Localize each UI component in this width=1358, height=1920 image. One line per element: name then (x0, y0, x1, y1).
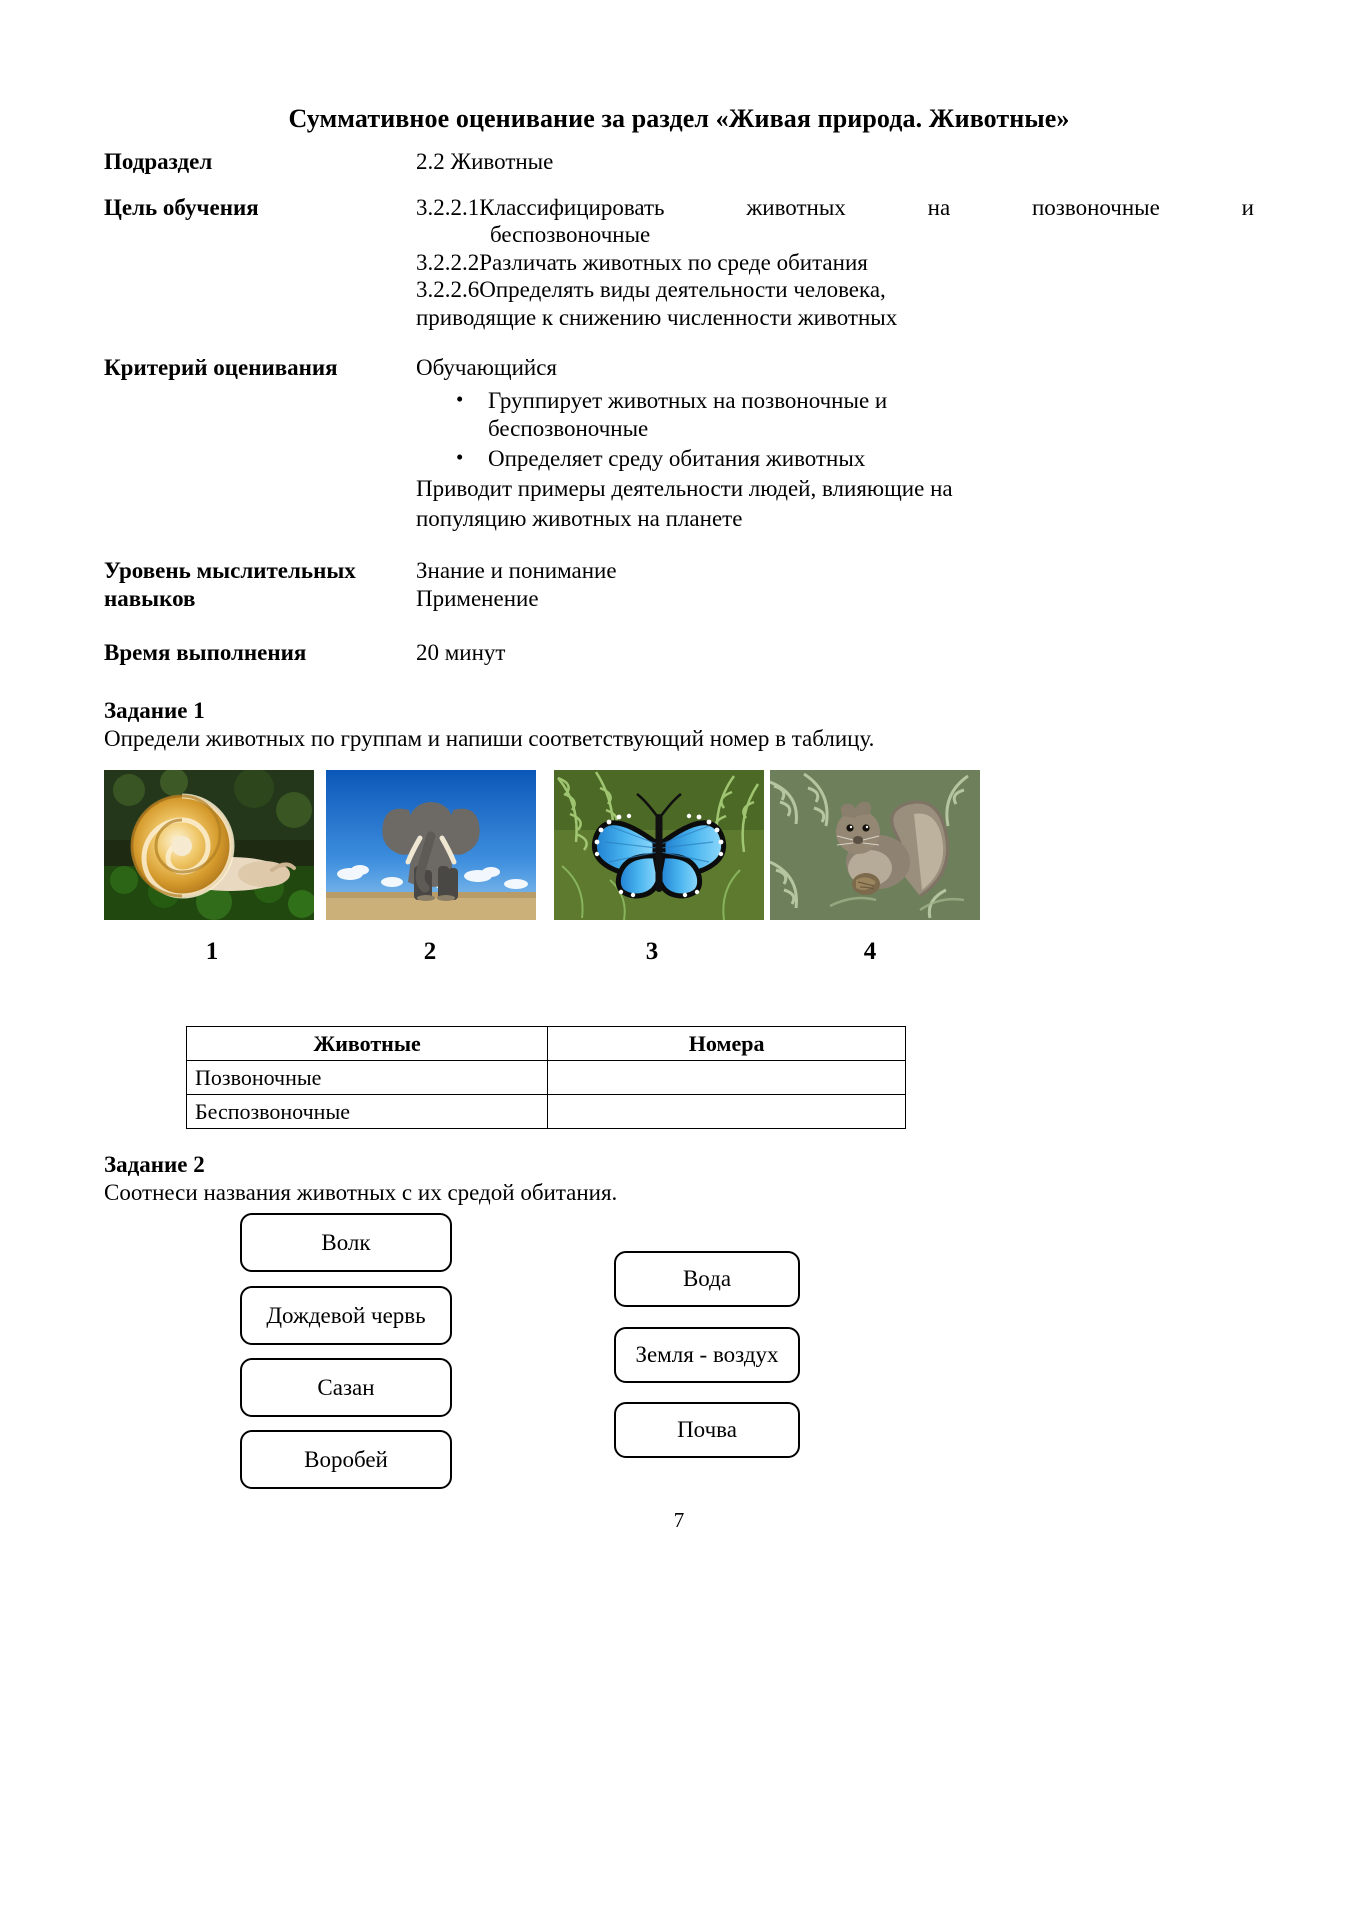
table-header-animals: Животные (187, 1027, 548, 1061)
time-label: Время выполнения (104, 639, 307, 665)
photo-number-3: 3 (645, 938, 659, 965)
objective-value (416, 194, 1254, 332)
task-2-instruction: Соотнеси названия животных с их средой обитания. (104, 1180, 618, 1205)
table-cell-invertebrates-answer[interactable] (548, 1095, 906, 1129)
objective-item-1 (416, 194, 1254, 222)
habitat-box-land-air[interactable]: Земля - воздух (614, 1327, 800, 1383)
thinking-level-label-line1: Уровень мыслительных (104, 558, 356, 584)
objective-code-1: 3.2.2.1 (416, 194, 480, 220)
task-1-answer-table (186, 1026, 906, 1129)
criteria-bullet-1 (416, 387, 1254, 443)
animal-box-earthworm[interactable]: Дождевой червь (240, 1286, 452, 1345)
habitat-box-soil[interactable]: Почва (614, 1402, 800, 1458)
time-value: 20 минут (416, 639, 506, 665)
photo-number-2: 2 (423, 938, 437, 965)
elephant-photo (326, 770, 536, 920)
animal-box-carp[interactable]: Сазан (240, 1358, 452, 1417)
photo-number-4: 4 (863, 938, 877, 965)
info-row-subsection (104, 148, 1254, 176)
criteria-intro: Обучающийся (416, 354, 558, 380)
task-2-matching-area (0, 1213, 1358, 1853)
bullet-icon: • (456, 445, 464, 470)
thinking-level-label (104, 557, 416, 611)
info-row-thinking-level (104, 557, 1254, 612)
info-row-criteria (104, 354, 1254, 534)
table-cell-vertebrates-label: Позвоночные (187, 1061, 548, 1095)
habitat-box-water[interactable]: Вода (614, 1251, 800, 1307)
criteria-bullet-list (416, 387, 1254, 473)
subsection-label: Подраздел (104, 149, 213, 174)
butterfly-photo-graphic (554, 770, 764, 920)
page-number: 7 (673, 1508, 685, 1532)
criteria-value (416, 354, 1254, 534)
bullet-icon: • (456, 387, 464, 412)
task-1-heading: Задание 1 (104, 698, 205, 723)
task-1-instruction: Определи животных по группам и напиши соответствующий номер в таблицу. (104, 726, 875, 751)
thinking-level-value (416, 557, 1254, 612)
snail-photo (104, 770, 314, 920)
squirrel-photo (770, 770, 980, 920)
table-header-row (187, 1027, 906, 1061)
subsection-value: 2.2 Животные (416, 149, 554, 174)
page-title: Суммативное оценивание за раздел «Живая природа. Животные» (288, 104, 1070, 133)
objective-text-1-cont: беспозвоночные (490, 222, 651, 248)
objective-item-2 (416, 249, 1254, 277)
table-row (187, 1095, 906, 1129)
snail-photo-graphic (104, 770, 314, 920)
criteria-bullet-2-text: Определяет среду обитания животных (488, 446, 866, 472)
table-row (187, 1061, 906, 1095)
table-cell-vertebrates-answer[interactable] (548, 1061, 906, 1095)
criteria-label: Критерий оценивания (104, 354, 338, 380)
objective-text-3-cont: приводящие к снижению численности животных (416, 304, 898, 330)
assessment-info-block (104, 148, 1254, 684)
objective-item-3 (416, 276, 1254, 304)
squirrel-photo-graphic (770, 770, 980, 920)
thinking-level-value-line1: Знание и понимание (416, 558, 617, 584)
butterfly-photo (554, 770, 764, 920)
objective-text-3: Определять виды деятельности человека, (479, 277, 886, 303)
criteria-bullet-2 (416, 445, 1254, 473)
task-1-photo-strip (104, 770, 1104, 920)
animal-box-wolf[interactable]: Волк (240, 1213, 452, 1272)
task-2-heading: Задание 2 (104, 1152, 205, 1177)
objective-code-2: 3.2.2.2 (416, 249, 480, 275)
info-row-objective (104, 194, 1254, 332)
criteria-bullet-1-line2: беспозвоночные (488, 416, 649, 442)
criteria-tail-line2: популяцию животных на планете (416, 506, 743, 532)
task-1-photo-numbers (104, 938, 1104, 972)
table-header-numbers: Номера (548, 1027, 906, 1061)
criteria-tail-line1: Приводит примеры деятельности людей, влияющие на (416, 476, 953, 502)
objective-text-1: Классифицировать животных на позвоночные и (479, 194, 1254, 220)
thinking-level-label-line2: навыков (104, 585, 196, 611)
elephant-photo-graphic (326, 770, 536, 920)
animal-box-sparrow[interactable]: Воробей (240, 1430, 452, 1489)
info-row-time (104, 639, 1254, 667)
table-cell-invertebrates-label: Беспозвоночные (187, 1095, 548, 1129)
objective-label: Цель обучения (104, 194, 259, 220)
photo-number-1: 1 (205, 938, 219, 965)
objective-code-3: 3.2.2.6 (416, 277, 480, 303)
criteria-bullet-1-line1: Группирует животных на позвоночные и (488, 388, 888, 414)
objective-text-2: Различать животных по среде обитания (479, 249, 868, 275)
thinking-level-value-line2: Применение (416, 585, 539, 611)
